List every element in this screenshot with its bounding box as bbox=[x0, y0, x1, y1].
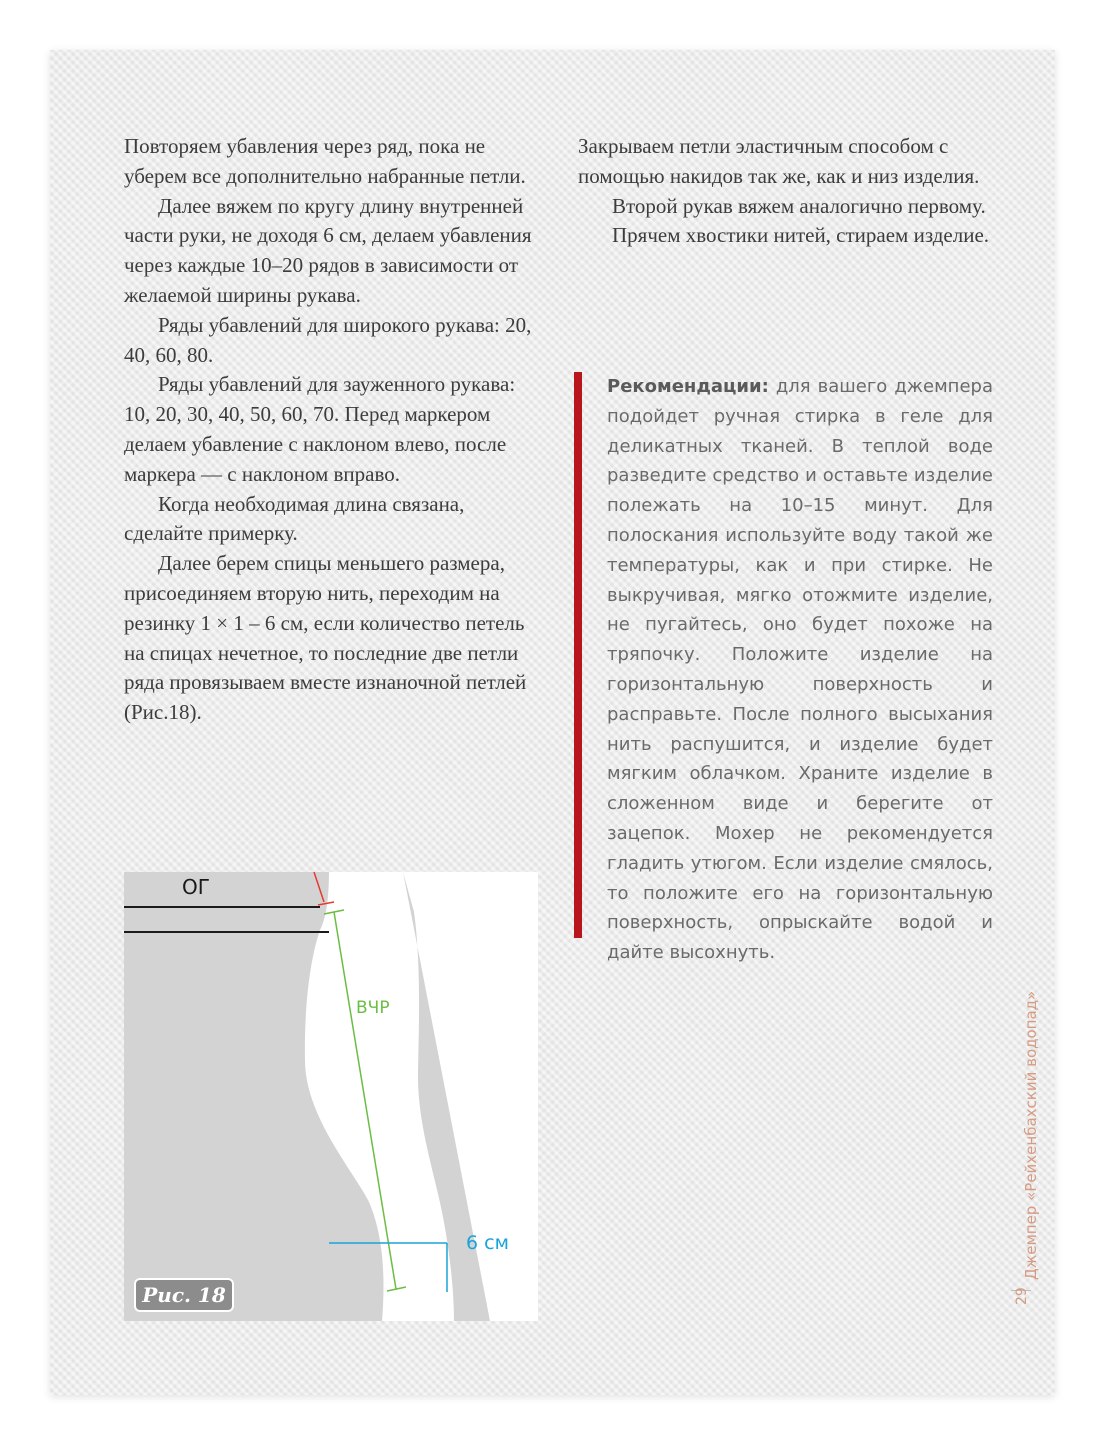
recommendation-label: Рекомендации: bbox=[607, 376, 769, 397]
figure-caption: Рис. 18 bbox=[136, 1280, 232, 1310]
sleeve-diagram bbox=[124, 872, 538, 1321]
paragraph: Ряды убавлений для зауженного рукава: 10, 20, 30, 40, 50, 60, 70. Перед маркером делаем убавление с наклоном влево, после маркера — с наклоном вправо. bbox=[124, 372, 516, 486]
sleeve-fabric-left bbox=[124, 872, 383, 1321]
figure-18 bbox=[124, 872, 538, 1321]
paragraph: Прячем хвостики нитей, стираем изделие. bbox=[612, 223, 990, 248]
left-text-column bbox=[124, 132, 544, 728]
page-number: 29 bbox=[1014, 1287, 1030, 1305]
paragraph: Закрываем петли эластичным способом с помощью накидов так же, как и низ изделия. bbox=[578, 134, 980, 188]
paragraph: Ряды убавлений для широкого рукава: 20, 40, 60, 80. bbox=[124, 312, 532, 367]
paragraph: Повторяем убавления через ряд, пока не уберем все дополнительно набранные петли. bbox=[124, 134, 526, 188]
six-cm-label: 6 см bbox=[466, 1232, 509, 1254]
recommendation-accent-bar bbox=[574, 372, 582, 938]
recommendation-text bbox=[607, 372, 993, 968]
paragraph: Далее берем спицы меньшего размера, присоединяем вторую нить, переходим на резинку 1 × 1 – 6 см, если количество петель на спицах нечетное, то последние две петли ряда провязываем вместе изнаночной петлей (Рис.18). bbox=[124, 551, 527, 725]
right-text-column bbox=[578, 132, 998, 251]
paragraph: Когда необходимая длина связана, сделайте примерку. bbox=[124, 491, 465, 546]
recommendation-box bbox=[574, 372, 994, 964]
og-label: ОГ bbox=[182, 875, 210, 899]
recommendation-body: для вашего джемпера подойдет ручная стирка в геле для деликатных тканей. В теплой воде разведите средство и оставьте изделие полежать на 10–15 минут. Для полоскания используйте воду такой же температуры, как и при стирке. Не выкручивая, мягко отожмите изделие, не пугайтесь, оно будет похоже на тряпочку. Положите изделие на горизонтальную поверхность и расправьте. После полного высыхания нить распушится, и изделие будет мягким облачком. Храните изделие в сложенном виде и берегите от зацепок. Мохер не рекомендуется гладить утюгом. Если изделие смялось, то положите его на горизонтальную поверхность, опрыскайте водой и дайте высохнуть. bbox=[607, 376, 993, 964]
vchr-label: ВЧР bbox=[356, 998, 390, 1018]
paragraph: Далее вяжем по кругу длину внутренней части руки, не доходя 6 см, делаем убавления через каждые 10–20 рядов в зависимости от желаемой ширины рукава. bbox=[124, 193, 532, 307]
running-title: Джемпер «Рейхенбахский водопад» bbox=[1022, 990, 1040, 1280]
paragraph: Второй рукав вяжем аналогично первому. bbox=[612, 193, 986, 218]
